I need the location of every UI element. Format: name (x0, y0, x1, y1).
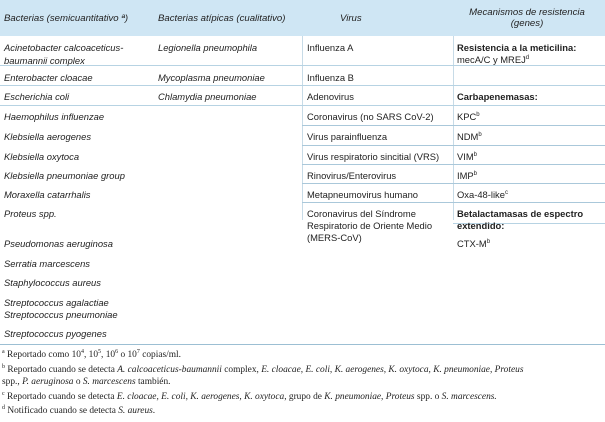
row-divider (0, 105, 605, 106)
resistance-group-heading: Resistencia a la meticilina: (457, 42, 577, 53)
table-bottom-border (0, 344, 605, 345)
row-divider (302, 202, 605, 203)
footnote-d: $^d$ Notificado cuando se detecta S. aureus. (2, 405, 156, 416)
atypical-bacteria-item: Legionella pneumophila (158, 42, 258, 53)
virus-item: Coronavirus (no SARS CoV-2) (307, 111, 434, 122)
footnote-c: $^c$ Reportado cuando se detecta E. cloacae, E. coli, K. aerogenes, K. oxytoca, grupo de K. pneumoniae, Proteus spp. o S. marcescens. (2, 391, 497, 402)
column-divider (453, 36, 454, 220)
bacteria-item: Escherichia coli (4, 91, 70, 102)
bacteria-item: Moraxella catarrhalis (4, 189, 91, 200)
resistance-gene: CTX-$M^b$ (457, 238, 491, 249)
row-divider (302, 125, 605, 126)
header-virus: Virus (340, 12, 362, 24)
resistance-gene: Oxa-48-like$^c$ (457, 189, 508, 200)
footnote-b-continued: spp., P. aeruginosa o S. marcescens también. (2, 377, 171, 387)
bacteria-item: Pseudomonas aeruginosa (4, 238, 113, 249)
row-divider (302, 145, 605, 146)
bacteria-item: baumannii complex (4, 55, 85, 66)
bacteria-item: Proteus spp. (4, 208, 57, 219)
header-resistance-mechanisms: Mecanismos de resistencia (genes) (469, 7, 585, 29)
bacteria-item: Serratia marcescens (4, 258, 90, 269)
virus-item: Influenza A (307, 42, 354, 53)
atypical-bacteria-item: Mycoplasma pneumoniae (158, 72, 265, 83)
resistance-group-heading: Carbapenemasas: (457, 91, 538, 102)
row-divider (0, 85, 605, 86)
header-atypical-bacteria: Bacterias atípicas (cualitativo) (158, 12, 286, 24)
atypical-bacteria-item: Chlamydia pneumoniae (158, 91, 257, 102)
row-divider (302, 164, 605, 165)
resistance-gene: IMP$^b$ (457, 170, 478, 181)
virus-item: Virus respiratorio sincitial (VRS) (307, 151, 440, 162)
header-bacteria: Bacterias (semicuantitativo ª) (4, 12, 129, 24)
virus-item: Influenza B (307, 72, 354, 83)
footnote-b: $^b$ Reportado cuando se detecta A. calcoaceticus-baumannii complex, E. cloacae, E. coli, K. aerogenes, K. oxytoca, K. pneumoniae, Proteus (2, 364, 524, 375)
resistance-group-heading: extendido: (457, 220, 505, 231)
bacteria-item: Klebsiella pneumoniae group (4, 170, 125, 181)
resistance-gene: NDM$^b$ (457, 131, 482, 142)
bacteria-item: Klebsiella aerogenes (4, 131, 92, 142)
bacteria-item: Enterobacter cloacae (4, 72, 93, 83)
row-divider (302, 183, 605, 184)
virus-item: Coronavirus del Síndrome (307, 208, 416, 219)
resistance-gene: mecA/C y MREJ$^d$ (457, 54, 530, 65)
resistance-gene: VIM$^b$ (457, 151, 478, 162)
resistance-gene: KPC$^b$ (457, 111, 480, 122)
bacteria-item: Streptococcus pyogenes (4, 328, 107, 339)
bacteria-item: Haemophilus influenzae (4, 111, 105, 122)
bacteria-item: Klebsiella oxytoca (4, 151, 80, 162)
footnote-a: $^a$ Reportado como $10^4$, $10^5$, $10^6$ o $10^7$ copias/ml. (2, 349, 181, 360)
virus-item: Rinovirus/Enterovirus (307, 170, 397, 181)
virus-item: Virus parainfluenza (307, 131, 388, 142)
virus-item: Metapneumovirus humano (307, 189, 418, 200)
bacteria-item: Staphylococcus aureus (4, 277, 101, 288)
virus-item: Respiratorio de Oriente Medio (307, 220, 433, 231)
bacteria-item: Acinetobacter calcoaceticus- (4, 42, 124, 53)
virus-item: (MERS-CoV) (307, 232, 362, 243)
virus-item: Adenovirus (307, 91, 354, 102)
bacteria-item: Streptococcus pneumoniae (4, 309, 118, 320)
bacteria-item: Streptococcus agalactiae (4, 297, 109, 308)
resistance-group-heading: Betalactamasas de espectro (457, 208, 584, 219)
column-divider (302, 36, 303, 220)
